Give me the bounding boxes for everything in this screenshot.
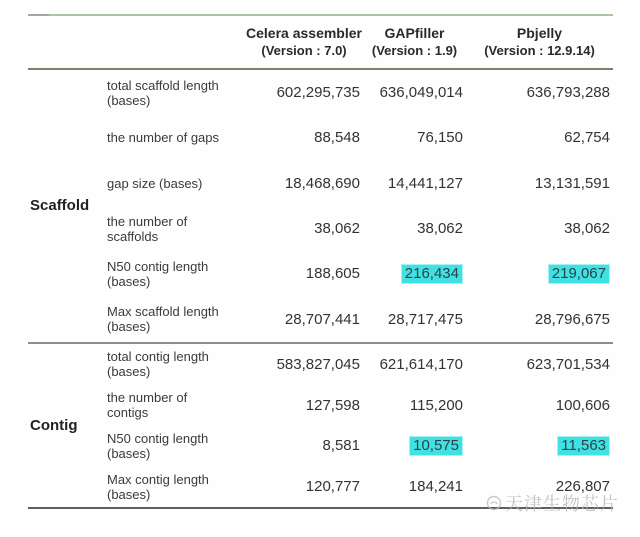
highlighted-value: 11,563 [557,436,610,456]
row-label-line: Max contig length [107,471,209,487]
column-version: (Version : 12.9.14) [484,43,595,58]
row-label [100,466,245,507]
watermark-logo-icon [486,495,502,511]
value-cell: 115,200 [409,396,463,414]
row-label-line: total contig length [107,349,209,365]
value-cell: 120,777 [305,478,360,496]
contig-section [28,344,613,507]
value-cell: 623,701,534 [526,355,610,373]
highlighted-value: 219,067 [548,264,610,284]
column-header-pbjelly [466,15,613,69]
column-name: Pbjelly [516,25,563,41]
row-label-line: (bases) [107,319,151,335]
row-label-line: the number of gaps [107,130,220,146]
value-cell: 583,827,045 [276,355,360,373]
row-label [100,344,245,385]
value-cell: 602,295,735 [276,84,360,102]
value-cell: 76,150 [417,129,463,147]
row-label-line: N50 contig length [107,430,209,446]
row-label-line: (bases) [107,92,151,108]
value-cell: 127,598 [305,396,360,414]
row-label-line: (bases) [107,273,151,289]
row-label [100,385,245,426]
row-label-line: the number of [107,213,188,229]
highlighted-value: 216,434 [401,264,463,284]
row-label [100,251,245,296]
value-cell-highlighted [466,251,613,296]
row-label-line: Max scaffold length [107,304,219,320]
row-label [100,70,245,115]
scaffold-section [28,70,613,342]
row-label-line: (bases) [107,486,151,502]
column-version: (Version : 1.9) [371,43,458,58]
value-cell: 28,707,441 [284,310,360,328]
row-label-line: scaffolds [107,228,159,244]
value-cell-highlighted [363,251,466,296]
value-cell: 636,793,288 [526,84,610,102]
column-header-celera [245,15,363,69]
row-label-line: N50 contig length [107,258,209,274]
row-label [100,426,245,467]
value-cell: 38,062 [564,220,610,238]
value-cell-highlighted [363,426,466,467]
value-cell: 100,606 [555,396,610,414]
row-label-line: (bases) [107,445,151,461]
value-cell-highlighted [466,426,613,467]
highlighted-value: 10,575 [409,436,463,456]
value-cell: 226,807 [555,478,610,496]
value-cell: 8,581 [322,437,360,455]
value-cell: 88,548 [314,129,360,147]
row-label [100,297,245,342]
group-label-contig: Contig [30,417,78,434]
value-cell: 38,062 [314,220,360,238]
group-label-scaffold: Scaffold [30,197,90,215]
value-cell: 18,468,690 [284,174,360,192]
column-name: Celera assembler [246,25,362,41]
row-label-line: the number of [107,390,188,406]
row-label-line: contigs [107,405,149,421]
value-cell: 184,241 [408,478,463,496]
value-cell: 28,796,675 [534,310,610,328]
value-cell: 188,605 [305,265,360,283]
column-name: GAPfiller [384,25,445,41]
row-label-line: (bases) [107,364,151,380]
column-version: (Version : 7.0) [261,43,347,58]
row-label [100,161,245,206]
value-cell: 38,062 [417,220,463,238]
value-cell: 13,131,591 [534,174,610,192]
row-label [100,115,245,160]
column-header-gapfiller [363,15,466,69]
table-header-row [28,15,613,69]
watermark-text: 天津生物芯片 [505,494,619,514]
value-cell: 621,614,170 [379,355,463,373]
value-cell: 636,049,014 [379,84,463,102]
row-label [100,206,245,251]
value-cell: 28,717,475 [387,310,463,328]
value-cell: 62,754 [564,129,610,147]
watermark [486,490,619,516]
row-label-line: gap size (bases) [107,175,203,191]
value-cell: 14,441,127 [387,174,463,192]
row-label-line: total scaffold length [107,77,219,93]
